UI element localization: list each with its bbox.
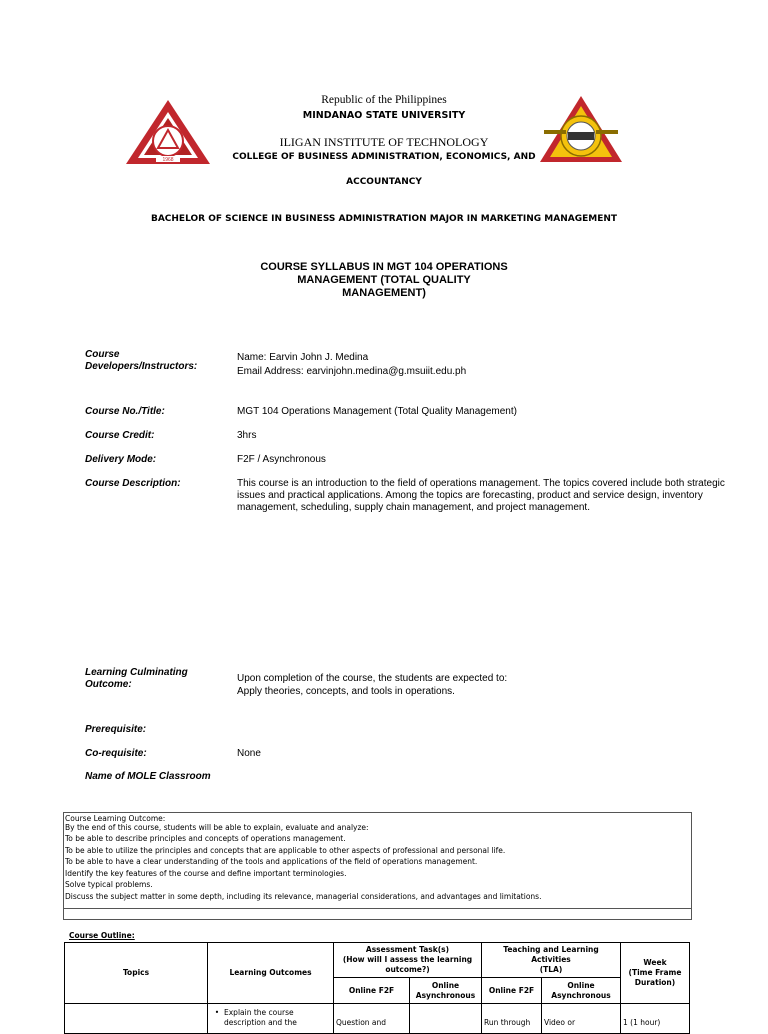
col-week: Week (Time Frame Duration) <box>621 943 690 1004</box>
developers-label-2: Developers/Instructors: <box>85 361 198 372</box>
corequisite-value: None <box>237 748 261 759</box>
mole-label: Name of MOLE Classroom <box>85 771 211 782</box>
culminating-label-2: Outcome: <box>85 679 132 690</box>
credit-value: 3hrs <box>237 430 257 441</box>
row1-topic <box>65 1004 208 1034</box>
course-no-label: Course No./Title: <box>85 406 165 417</box>
sub-tla-online-f2f: Online F2F <box>482 978 542 1004</box>
logo-left-year: 1968 <box>162 157 174 163</box>
header-college-line2: ACCOUNTANCY <box>346 177 422 187</box>
header-college-line1: COLLEGE OF BUSINESS ADMINISTRATION, ECONOMICS, AND <box>232 152 536 162</box>
clo-heading: Course Learning Outcome: <box>65 814 166 823</box>
col-topics: Topics <box>65 943 208 1004</box>
col-tla: Teaching and Learning Activities (TLA) <box>482 943 621 978</box>
course-outline-table <box>64 942 690 1034</box>
clo-line: By the end of this course, students will be able to explain, evaluate and analyze: <box>65 822 369 832</box>
row1-week: 1 (1 hour) <box>621 1004 690 1034</box>
bullet-icon: • <box>214 1008 220 1017</box>
clo-line: To be able to describe principles and concepts of operations management. <box>65 834 346 843</box>
row1-assess-f2f: Question and <box>334 1004 410 1034</box>
developer-name: Name: Earvin John J. Medina <box>237 352 369 363</box>
clo-line: Discuss the subject matter in some depth, including its relevance, managerial considerations, and advantages and limitations. <box>65 891 542 901</box>
description-line2: issues and practical applications. Among the topics are forecasting, product and service design, inventory <box>237 490 703 501</box>
culminating-line2: Apply theories, concepts, and tools in operations. <box>237 686 455 697</box>
culminating-label-1: Learning Culminating <box>85 667 188 678</box>
sub-tla-online-async: Online Asynchronous <box>542 978 621 1004</box>
delivery-value: F2F / Asynchronous <box>237 454 326 465</box>
sub-assess-online-async: Online Asynchronous <box>410 978 482 1004</box>
delivery-label: Delivery Mode: <box>85 454 157 465</box>
syllabus-title-line2: MANAGEMENT (TOTAL QUALITY <box>297 274 471 286</box>
header-program: BACHELOR OF SCIENCE IN BUSINESS ADMINISTRATION MAJOR IN MARKETING MANAGEMENT <box>150 214 618 224</box>
credit-label: Course Credit: <box>85 430 155 441</box>
developer-email: Email Address: earvinjohn.medina@g.msuiit.edu.ph <box>237 366 467 377</box>
syllabus-title-line1: COURSE SYLLABUS IN MGT 104 OPERATIONS <box>260 261 508 273</box>
clo-line: To be able to utilize the principles and concepts that are applicable to other aspects of professional and personal life. <box>65 845 506 855</box>
header-iit: ILIGAN INSTITUTE OF TECHNOLOGY <box>279 135 489 149</box>
row1-outcomes: • Explain the course description and the <box>208 1004 334 1034</box>
culminating-line1: Upon completion of the course, the students are expected to: <box>237 673 508 684</box>
description-line3: management, scheduling, supply chain management, and project management. <box>237 502 590 513</box>
row1-tla-async: Video or <box>542 1004 621 1034</box>
description-line1: This course is an introduction to the field of operations management. The topics covered include both strategic <box>237 478 725 489</box>
course-learning-outcome-box <box>63 812 692 920</box>
clo-line: Identify the key features of the course and define important terminologies. <box>65 868 347 878</box>
corequisite-label: Co-requisite: <box>85 748 147 759</box>
syllabus-title-line3: MANAGEMENT) <box>342 287 426 299</box>
col-learning-outcomes: Learning Outcomes <box>208 943 334 1004</box>
header-republic: Republic of the Philippines <box>321 94 447 106</box>
col-assessment: Assessment Task(s) (How will I assess the learning outcome?) <box>334 943 482 978</box>
course-no-value: MGT 104 Operations Management (Total Quality Management) <box>237 406 517 417</box>
course-outline-heading: Course Outline: <box>69 931 135 940</box>
sub-assess-online-f2f: Online F2F <box>334 978 410 1004</box>
description-label: Course Description: <box>85 478 181 489</box>
clo-line: To be able to have a clear understanding of the tools and applications of the field of operations management. <box>65 857 478 866</box>
row1-assess-async <box>410 1004 482 1034</box>
developers-label-1: Course <box>85 349 120 360</box>
clo-line: Solve typical problems. <box>65 880 153 889</box>
prerequisite-label: Prerequisite: <box>85 724 147 735</box>
row1-tla-f2f: Run through <box>482 1004 542 1034</box>
clo-content <box>64 813 691 909</box>
table-row <box>65 1004 690 1034</box>
header-msu: MINDANAO STATE UNIVERSITY <box>302 110 466 121</box>
